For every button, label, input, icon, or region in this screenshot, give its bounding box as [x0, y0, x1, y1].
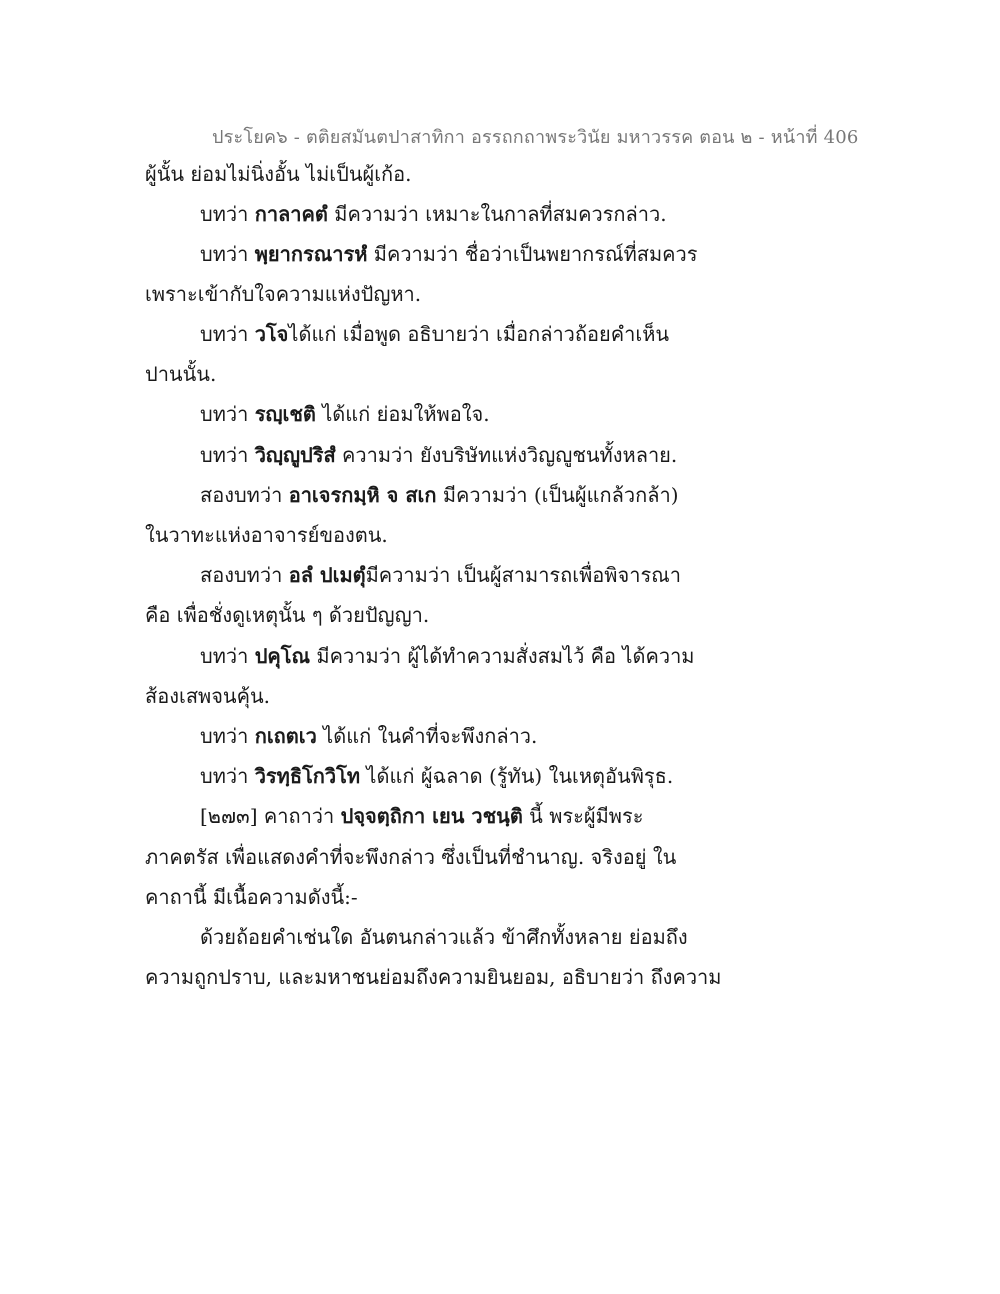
page-header: ประโยค๖ - ตติยสมันตปาสาทิกา อรรถกถาพระวินัย มหาวรรค ตอน ๒ - หน้าที่ 406: [212, 127, 859, 148]
text-line: ภาคตรัส เพื่อแสดงคำที่จะพึงกล่าว ซึ่งเป็นที่ชำนาญ. จริงอยู่ ใน: [145, 845, 677, 869]
pali-term: ปคุโณ: [254, 644, 311, 668]
pali-term: ปจฺจตฺถิกา เยน วชนฺติ: [340, 804, 523, 828]
text-line: ผู้นั้น ย่อมไม่นิ่งอั้น ไม่เป็นผู้เก้อ.: [145, 162, 412, 186]
text-line: สองบทว่า อลํ ปเมตุํมีความว่า เป็นผู้สามารถเพื่อพิจารณา: [200, 563, 681, 587]
pali-term: วิรทฺธิโกวิโท: [254, 764, 361, 788]
text-line: ความถูกปราบ, และมหาชนย่อมถึงความยินยอม, อธิบายว่า ถึงความ: [145, 965, 722, 989]
pali-term: รญฺเชติ: [254, 402, 316, 426]
pali-term: วโจ: [254, 322, 289, 346]
pali-term: วิญฺญูปริสํ: [254, 443, 336, 467]
text-line: บทว่า ปคุโณ มีความว่า ผู้ได้ทำความสั่งสมไว้ คือ ได้ความ: [200, 644, 695, 668]
text-line: ด้วยถ้อยคำเช่นใด อันตนกล่าวแล้ว ข้าศึกทั้งหลาย ย่อมถึง: [200, 925, 688, 949]
text-line: [๒๗๓] คาถาว่า ปจฺจตฺถิกา เยน วชนฺติ นี้ พระผู้มีพระ: [200, 804, 644, 828]
text-line: ปานนั้น.: [145, 362, 217, 386]
pali-term: อลํ ปเมตุํ: [288, 563, 366, 587]
text-line: บทว่า กเถตเว ได้แก่ ในคำที่จะพึงกล่าว.: [200, 724, 538, 748]
text-line: บทว่า วิญฺญูปริสํ ความว่า ยังบริษัทแห่งวิญญูชนทั้งหลาย.: [200, 443, 678, 467]
pali-term: กาลาคตํ: [254, 202, 328, 226]
text-line: บทว่า รญฺเชติ ได้แก่ ย่อมให้พอใจ.: [200, 402, 490, 426]
text-line: บทว่า กาลาคตํ มีความว่า เหมาะในกาลที่สมควรกล่าว.: [200, 202, 667, 226]
pali-term: พฺยากรณารหํ: [254, 242, 368, 266]
text-line: ในวาทะแห่งอาจารย์ของตน.: [145, 523, 388, 547]
pali-term: กเถตเว: [254, 724, 317, 748]
text-line: คือ เพื่อชั่งดูเหตุนั้น ๆ ด้วยปัญญา.: [145, 603, 430, 627]
text-line: บทว่า พฺยากรณารหํ มีความว่า ชื่อว่าเป็นพยากรณ์ที่สมควร: [200, 242, 698, 266]
pali-term: อาเจรกมฺหิ จ สเก: [288, 483, 437, 507]
text-line: บทว่า วิรทฺธิโกวิโท ได้แก่ ผู้ฉลาด (รู้ทัน) ในเหตุอันพิรุธ.: [200, 764, 674, 788]
text-line: ส้องเสพจนคุ้น.: [145, 684, 271, 708]
text-line: บทว่า วโจได้แก่ เมื่อพูด อธิบายว่า เมื่อกล่าวถ้อยคำเห็น: [200, 322, 670, 346]
text-line: สองบทว่า อาเจรกมฺหิ จ สเก มีความว่า (เป็นผู้แกล้วกล้า): [200, 483, 679, 507]
text-line: เพราะเข้ากับใจความแห่งปัญหา.: [145, 282, 422, 306]
text-line: คาถานี้ มีเนื้อความดังนี้:-: [145, 885, 358, 909]
